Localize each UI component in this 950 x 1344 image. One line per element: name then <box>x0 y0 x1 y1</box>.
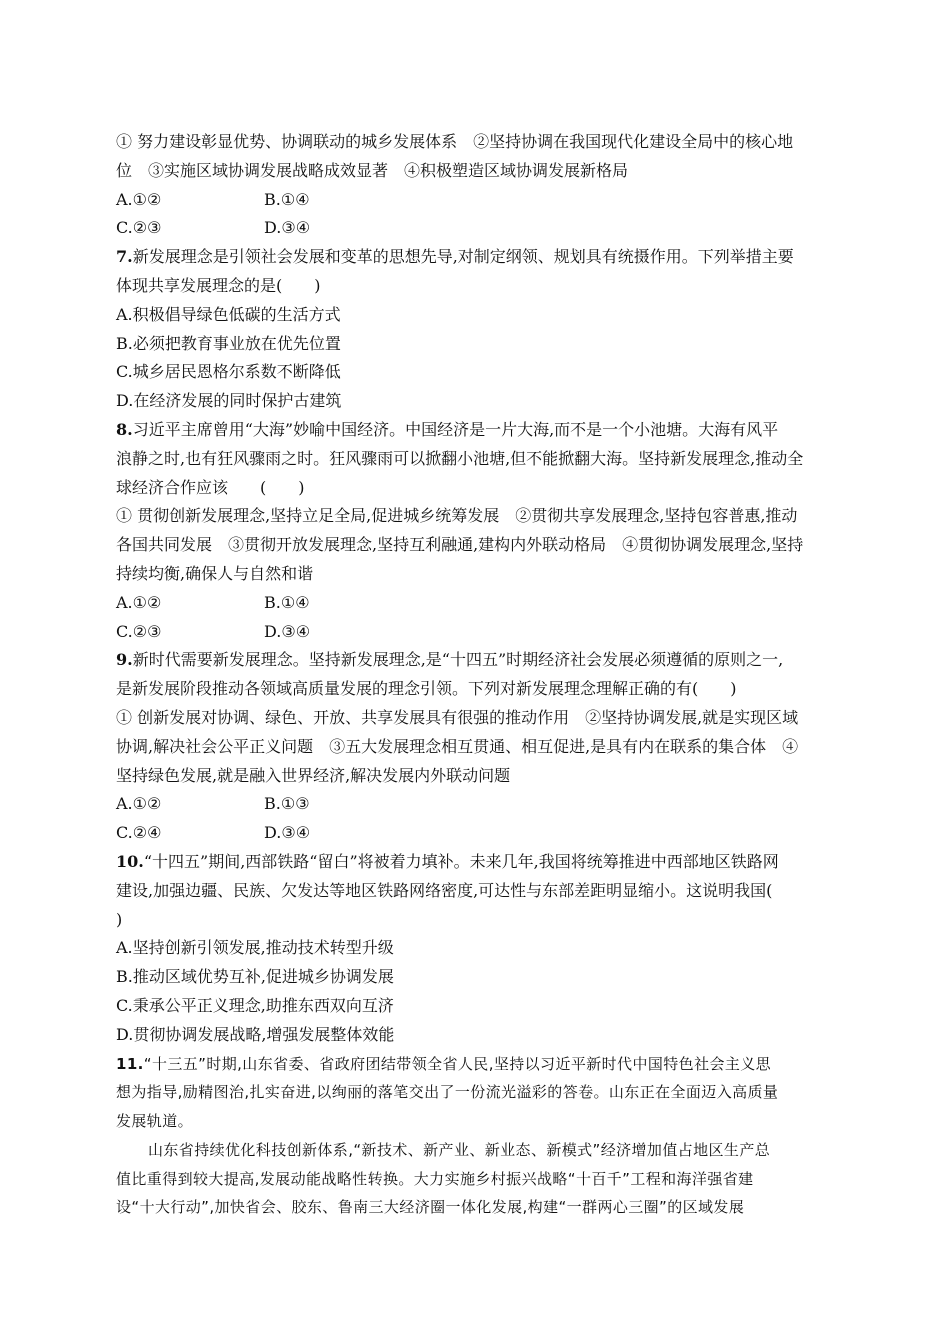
q6-option-b: B.①④ <box>264 189 310 209</box>
q7-stem-line: 体现共享发展理念的是( ) <box>116 275 321 295</box>
q6-statements-line: ① 努力建设彰显优势、协调联动的城乡发展体系 ②坚持协调在我国现代化建设全局中的核心地 <box>116 132 794 151</box>
q6-statements-line: 位 ③实施区域协调发展战略成效显著 ④积极塑造区域协调发展新格局 <box>116 160 629 180</box>
q7-stem-text: 新发展理念是引领社会发展和变革的思想先导,对制定纲领、规划具有统摄作用。下列举措主要 <box>132 247 794 267</box>
q10-option-a: A.坚持创新引领发展,推动技术转型升级 <box>116 938 394 958</box>
q10-stem-line: 建设,加强边疆、民族、欠发达等地区铁路网络密度,可达性与东部差距明显缩小。这说明我国( <box>116 880 773 900</box>
q8-option-c: C.②③ <box>116 621 162 641</box>
q8-option-a: A.①② <box>116 592 162 612</box>
q11-paragraph-line: 山东省持续优化科技创新体系,“新技术、新产业、新业态、新模式”经济增加值占地区生产总 <box>148 1140 771 1159</box>
q9-stem-text: 新时代需要新发展理念。坚持新发展理念,是“十四五”时期经济社会发展必须遵循的原则之一, <box>132 650 784 670</box>
q8-stem-line: 浪静之时,也有狂风骤雨之时。狂风骤雨可以掀翻小池塘,但不能掀翻大海。坚持新发展理念,推动全 <box>116 448 804 468</box>
q6-options-row <box>116 214 836 243</box>
q10-stem-line <box>116 848 836 877</box>
q6-option-c: C.②③ <box>116 218 162 238</box>
q9-number: 9. <box>116 650 133 670</box>
q6-options-row <box>116 186 836 215</box>
q7-option-b: B.必须把教育事业放在优先位置 <box>116 333 341 353</box>
q8-stem-line: 球经济合作应该 ( ) <box>116 477 305 497</box>
q8-stem-text: 习近平主席曾用“大海”妙喻中国经济。中国经济是一片大海,而不是一个小池塘。大海有风平 <box>132 419 779 439</box>
q11-number: 11. <box>116 1054 144 1073</box>
q7-stem-line <box>116 243 836 272</box>
q11-stem-text: “十三五”时期,山东省委、省政府团结带领全省人民,坚持以习近平新时代中国特色社会主义思 <box>143 1054 772 1073</box>
q11-stem-line: 发展轨道。 <box>116 1112 194 1131</box>
q10-option-d: D.贯彻协调发展战略,增强发展整体效能 <box>116 1024 395 1044</box>
q10-option-c: C.秉承公平正义理念,助推东西双向互济 <box>116 995 394 1015</box>
q6-option-d: D.③④ <box>264 218 311 238</box>
q10-number: 10. <box>116 851 144 871</box>
q9-option-a: A.①② <box>116 794 162 814</box>
q7-option-c: C.城乡居民恩格尔系数不断降低 <box>116 362 341 382</box>
q9-options-row <box>116 790 836 819</box>
q11-stem-line: 想为指导,励精图治,扎实奋进,以绚丽的落笔交出了一份流光溢彩的答卷。山东正在全面迈入高质量 <box>116 1083 779 1102</box>
q7-number: 7. <box>116 247 133 267</box>
q7-option-d: D.在经济发展的同时保护古建筑 <box>116 391 342 411</box>
q8-number: 8. <box>116 419 133 439</box>
q8-option-b: B.①④ <box>264 592 310 612</box>
q8-option-d: D.③④ <box>264 621 311 641</box>
q8-stem-line <box>116 416 836 445</box>
q9-statements-line: 坚持绿色发展,就是融入世界经济,解决发展内外联动问题 <box>116 765 511 785</box>
q10-option-b: B.推动区域优势互补,促进城乡协调发展 <box>116 967 394 987</box>
q9-stem-line: 是新发展阶段推动各领域高质量发展的理念引领。下列对新发展理念理解正确的有( ) <box>116 679 737 699</box>
q11-paragraph-line: 设“十大行动”,加快省会、胶东、鲁南三大经济圈一体化发展,构建“一群两心三圈”的区域发展 <box>116 1198 745 1217</box>
q8-statements-line: ① 贯彻创新发展理念,坚持立足全局,促进城乡统筹发展 ②贯彻共享发展理念,坚持包容普惠,推动 <box>116 506 798 526</box>
q8-statements-line: 各国共同发展 ③贯彻开放发展理念,坚持互利融通,建构内外联动格局 ④贯彻协调发展理念,坚持 <box>116 535 804 555</box>
q8-options-row <box>116 589 836 618</box>
q6-option-a: A.①② <box>116 189 162 209</box>
q8-statements-line: 持续均衡,确保人与自然和谐 <box>116 563 314 583</box>
q9-option-c: C.②④ <box>116 823 162 843</box>
q10-stem-line: ) <box>116 909 123 929</box>
question-content <box>116 128 836 1222</box>
q9-statements-line: ① 创新发展对协调、绿色、开放、共享发展具有很强的推动作用 ②坚持协调发展,就是实现区域 <box>116 707 799 727</box>
q9-options-row <box>116 819 836 848</box>
q11-paragraph-line: 值比重得到较大提高,发展动能战略性转换。大力实施乡村振兴战略“十百千”工程和海洋强省建 <box>116 1169 754 1188</box>
q9-statements-line: 协调,解决社会公平正义问题 ③五大发展理念相互贯通、相互促进,是具有内在联系的集合体 ④ <box>116 736 799 756</box>
q10-stem-text: “十四五”期间,西部铁路“留白”将被着力填补。未来几年,我国将统筹推进中西部地区铁路网 <box>143 851 779 871</box>
q9-option-d: D.③④ <box>264 823 311 843</box>
q7-option-a: A.积极倡导绿色低碳的生活方式 <box>116 304 341 324</box>
q11-stem-line <box>116 1050 836 1079</box>
q8-options-row <box>116 618 836 647</box>
q9-option-b: B.①③ <box>264 794 310 814</box>
q9-stem-line <box>116 646 836 675</box>
